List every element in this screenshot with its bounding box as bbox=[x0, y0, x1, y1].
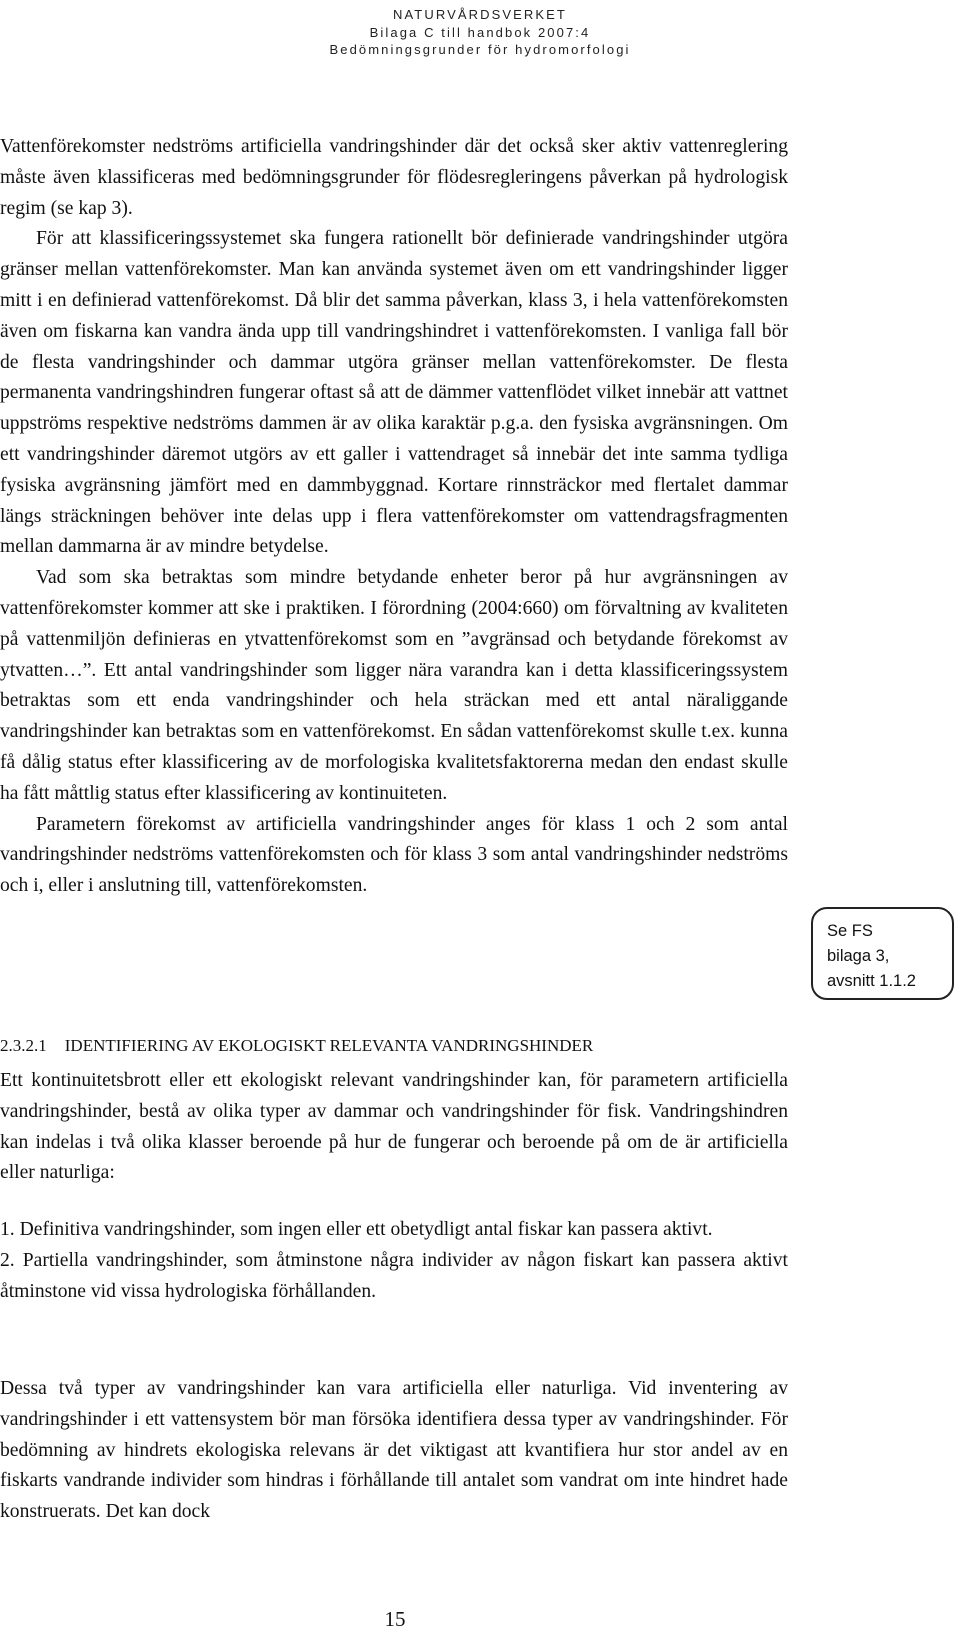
header-org: NATURVÅRDSVERKET bbox=[393, 7, 567, 22]
paragraph-1: Vattenförekomster nedströms artificiella vandringshinder där det också sker aktiv vattenreglering måste även klassificeras med bedömningsgrunder för flödesregleringens påverkan på hydrologisk regim (se kap 3). bbox=[0, 136, 788, 219]
closing-paragraph: Dessa två typer av vandringshinder kan vara artificiella eller naturliga. Vid inventering av vandringshinder i ett vattensystem bör man försöka identifiera dessa typer av vandringshinder. För bedömning av hindrets ekologiska relevans är det viktigast att kvantifiera hur stor andel av en fiskarts vandrande individer som hindras i förhållande till antalet som vandrat om inte hindret hade konstruerats. Det kan dock bbox=[0, 1378, 788, 1523]
numbered-list bbox=[0, 1215, 788, 1307]
margin-note-line-3: avsnitt 1.1.2 bbox=[827, 972, 916, 990]
page-number: 15 bbox=[384, 1607, 406, 1631]
paragraph-4: Parametern förekomst av artificiella vandringshinder anges för klass 1 och 2 som antal vandringshinder nedströms vattenförekomsten och för klass 3 som antal vandringshinder nedströms och i, eller i anslutning till, vattenförekomsten. bbox=[0, 813, 788, 897]
header-subtitle: Bedömningsgrunder för hydromorfologi bbox=[329, 42, 631, 57]
page-header bbox=[0, 6, 960, 59]
margin-note bbox=[811, 907, 954, 1000]
section-intro bbox=[0, 1066, 788, 1189]
margin-note-line-1: Se FS bbox=[827, 922, 873, 940]
section-title: IDENTIFIERING AV EKOLOGISKT RELEVANTA VANDRINGSHINDER bbox=[64, 1036, 594, 1055]
header-series: Bilaga C till handbok 2007:4 bbox=[369, 24, 591, 40]
closing-text bbox=[0, 1374, 788, 1528]
paragraph-2: För att klassificeringssystemet ska fungera rationellt bör definierade vandringshinder utgöra gränser mellan vattenförekomster. Man kan använda systemet även om ett vandringshinder ligger mitt i en definierad vattenförekomst. Då blir det samma påverkan, klass 3, i hela vattenförekomsten även om fiskarna kan vandra ända upp till vandringshindret i vattenförekomsten. I vanliga fall bör de flesta vandringshinder och dammar utgöra gränser mellan vattenförekomster. De flesta permanenta vandringshindren fungerar oftast så att de dämmer vattenflödet vilket innebär att vattnet uppströms respektive nedströms dammen är av olika karaktär p.g.a. den fysiska avgränsningen. Om ett vandringshinder däremot utgörs av ett galler i vattendraget så innebär det inte samma tydliga fysiska avgränsning jämfört med en dammbyggnad. Kortare rinnsträckor med flertalet dammar längs sträckningen behöver inte delas upp i flera vattenförekomster om vattendragsfragmenten mellan dammarna är av mindre betydelse. bbox=[0, 228, 788, 558]
section-intro-paragraph: Ett kontinuitetsbrott eller ett ekologiskt relevant vandringshinder kan, för parametern artificiella vandringshinder, bestå av olika typer av dammar och vandringshinder för fisk. Vandringshindren kan indelas i två olika klasser beroende på hur de fungerar och beroende på om de är artificiella eller naturliga: bbox=[0, 1070, 788, 1184]
paragraph-3: Vad som ska betraktas som mindre betydande enheter beror på hur avgränsningen av vattenförekomster kommer att ske i praktiken. I förordning (2004:660) om förvaltning av kvaliteten på vattenmiljön definieras en ytvattenförekomst som en ”avgränsad och betydande förekomst av ytvatten…”. Ett antal vandringshinder som ligger nära varandra kan i detta klassificeringssystem betraktas som ett enda vandringshinder och hela sträckan med ett antal näraliggande vandringshinder kan betraktas som en vattenförekomst. En sådan vattenförekomst skulle t.ex. kunna få dålig status efter klassificering av de morfologiska kvalitetsfaktorerna medan den endast skulle ha fått måttlig status efter klassificering av kontinuiteten. bbox=[0, 567, 788, 804]
margin-note-line-2: bilaga 3, bbox=[827, 947, 890, 965]
section-heading bbox=[0, 1035, 800, 1057]
main-text bbox=[0, 132, 788, 902]
list-item: 2. Partiella vandringshinder, som åtminstone några individer av någon fiskart kan passera aktivt åtminstone vid vissa hydrologiska förhållanden. bbox=[0, 1249, 788, 1302]
section-number: 2.3.2.1 bbox=[0, 1036, 47, 1055]
list-item: 1. Definitiva vandringshinder, som ingen eller ett obetydligt antal fiskar kan passera aktivt. bbox=[0, 1219, 713, 1240]
